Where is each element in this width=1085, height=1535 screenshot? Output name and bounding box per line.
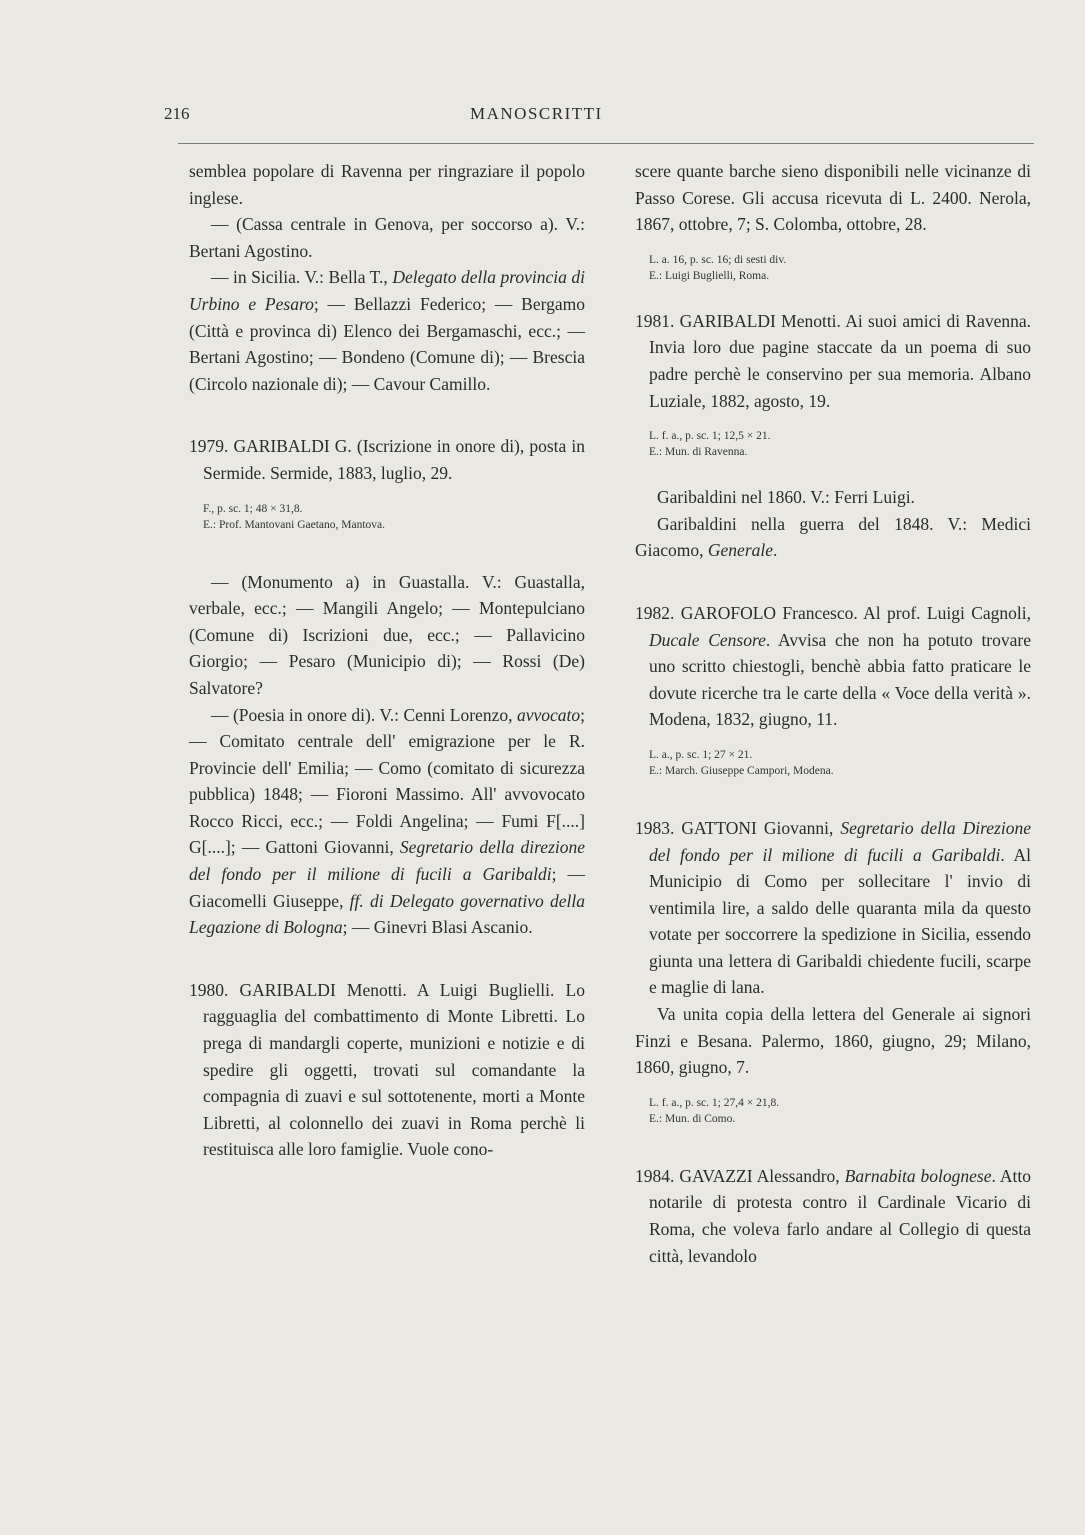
entry-note: L. f. a., p. sc. 1; 27,4 × 21,8. — [649, 1096, 780, 1109]
paragraph: Va unita copia della lettera del Generale ai signori Finzi e Besana. Palermo, 1860, giugno, 29; Milano, 1860, giugno, 7. — [635, 1004, 1031, 1078]
entry-note: E.: Mun. di Como. — [649, 1112, 736, 1125]
entry-note: E.: Prof. Mantovani Gaetano, Mantova. — [203, 518, 386, 531]
entry-note: E.: March. Giuseppe Campori, Modena. — [649, 764, 834, 777]
catalog-entry-1980: 1980. GARIBALDI Menotti. A Luigi Buglielli. Lo ragguaglia del combattimento di Monte Libretti. Lo prega di mandargli coperte, munizioni e notizie e di spedire gli oggetti, trovati sul comandante la compagnia di zuavi e sul sottotenente, morti a Monte Libretti, al colonnello dei zuavi in Roma perchè li restituisca alle loro famiglie. Vuole cono- — [189, 979, 585, 1160]
left-column — [189, 158, 585, 1163]
paragraph: — (Cassa centrale in Genova, per soccorso a). V.: Bertani Agostino. — [189, 214, 585, 261]
entry-note: E.: Mun. di Ravenna. — [649, 446, 748, 459]
entry-note: L. a., p. sc. 1; 27 × 21. — [649, 748, 753, 761]
paragraph: Garibaldini nel 1860. V.: Ferri Luigi. — [657, 487, 915, 508]
paragraph: — (Monumento a) in Guastalla. V.: Guastalla, verbale, ecc.; — Mangili Angelo; — Montepulciano (Comune di) Iscrizioni due, ecc.; — Pallavicino Giorgio; — Pesaro (Municipio di); — Rossi (De) Salvatore? — [189, 571, 585, 698]
catalog-entry-1979: 1979. GARIBALDI G. (Iscrizione in onore di), posta in Sermide. Sermide, 1883, luglio, 29. — [189, 436, 585, 483]
entry-note: E.: Luigi Buglielli, Roma. — [649, 269, 770, 282]
paragraph: scere quante barche sieno disponibili nelle vicinanze di Passo Corese. Gli accusa ricevuta di L. 2400. Nerola, 1867, ottobre, 7; S. Colomba, ottobre, 28. — [635, 161, 1031, 235]
page-number: 216 — [164, 104, 190, 123]
catalog-entry-1983: 1983. GATTONI Giovanni, Segretario della Direzione del fondo per il milione di fucili a Garibaldi. Al Municipio di Como per sollecitare l' invio di ventimila lire, a saldo delle quaranta mila da questo votate per soccorrere la spedizione in Sicilia, essendo giunta una lettera di Garibaldi chiedente fucili, scarpe e maglie di lana. — [635, 817, 1032, 998]
entry-note: L. a. 16, p. sc. 16; di sesti div. — [649, 253, 787, 266]
catalog-entry-1984: 1984. GAVAZZI Alessandro, Barnabita bolognese. Atto notarile di protesta contro il Cardinale Vicario di Roma, che voleva farlo andare al Collegio di questa città, levandolo — [635, 1165, 1031, 1266]
paragraph: — (Poesia in onore di). V.: Cenni Lorenzo, avvocato; — Comitato centrale dell' emigrazione per le R. Provincie dell' Emilia; — Como (comitato di sicurezza pubblica) 1848; — Fioroni Massimo. All' avvovocato Rocco Ricci, ecc.; — Foldi Angelina; — Fumi F[....] G[....]; — Gattoni Giovanni, Segretario della direzione del fondo per il milione di fucili a Garibaldi; — Giacomelli Giuseppe, ff. di Delegato governativo della Legazione di Bologna; — Ginevri Blasi Ascanio. — [189, 704, 586, 938]
entry-note: F., p. sc. 1; 48 × 31,8. — [203, 502, 303, 515]
catalog-entry-1982: 1982. GAROFOLO Francesco. Al prof. Luigi Cagnoli, Ducale Censore. Avvisa che non ha potuto trovare uno scritto chiestogli, benchè abbia fatto praticare le dovute ricerche tra le carte della « Voce della verità ». Modena, 1832, giugno, 11. — [635, 602, 1031, 730]
entry-note: L. f. a., p. sc. 1; 12,5 × 21. — [649, 430, 771, 443]
paragraph: — in Sicilia. V.: Bella T., Delegato della provincia di Urbino e Pesaro; — Bellazzi Federico; — Bergamo (Città e provinca di) Elenco dei Bergamaschi, ecc.; — Bertani Agostino; — Bondeno (Comune di); — Brescia (Circolo nazionale di); — Cavour Camillo. — [189, 267, 586, 394]
paragraph: semblea popolare di Ravenna per ringraziare il popolo inglese. — [189, 161, 585, 208]
paragraph: Garibaldini nella guerra del 1848. V.: Medici Giacomo, Generale. — [635, 513, 1031, 561]
right-column — [635, 158, 1031, 1269]
running-title: MANOSCRITTI — [470, 104, 603, 123]
catalog-entry-1981: 1981. GARIBALDI Menotti. Ai suoi amici di Ravenna. Invia loro due pagine staccate da un poema di suo padre perchè le conservino per sua memoria. Albano Luziale, 1882, agosto, 19. — [635, 310, 1031, 411]
header-rule — [178, 143, 1034, 144]
